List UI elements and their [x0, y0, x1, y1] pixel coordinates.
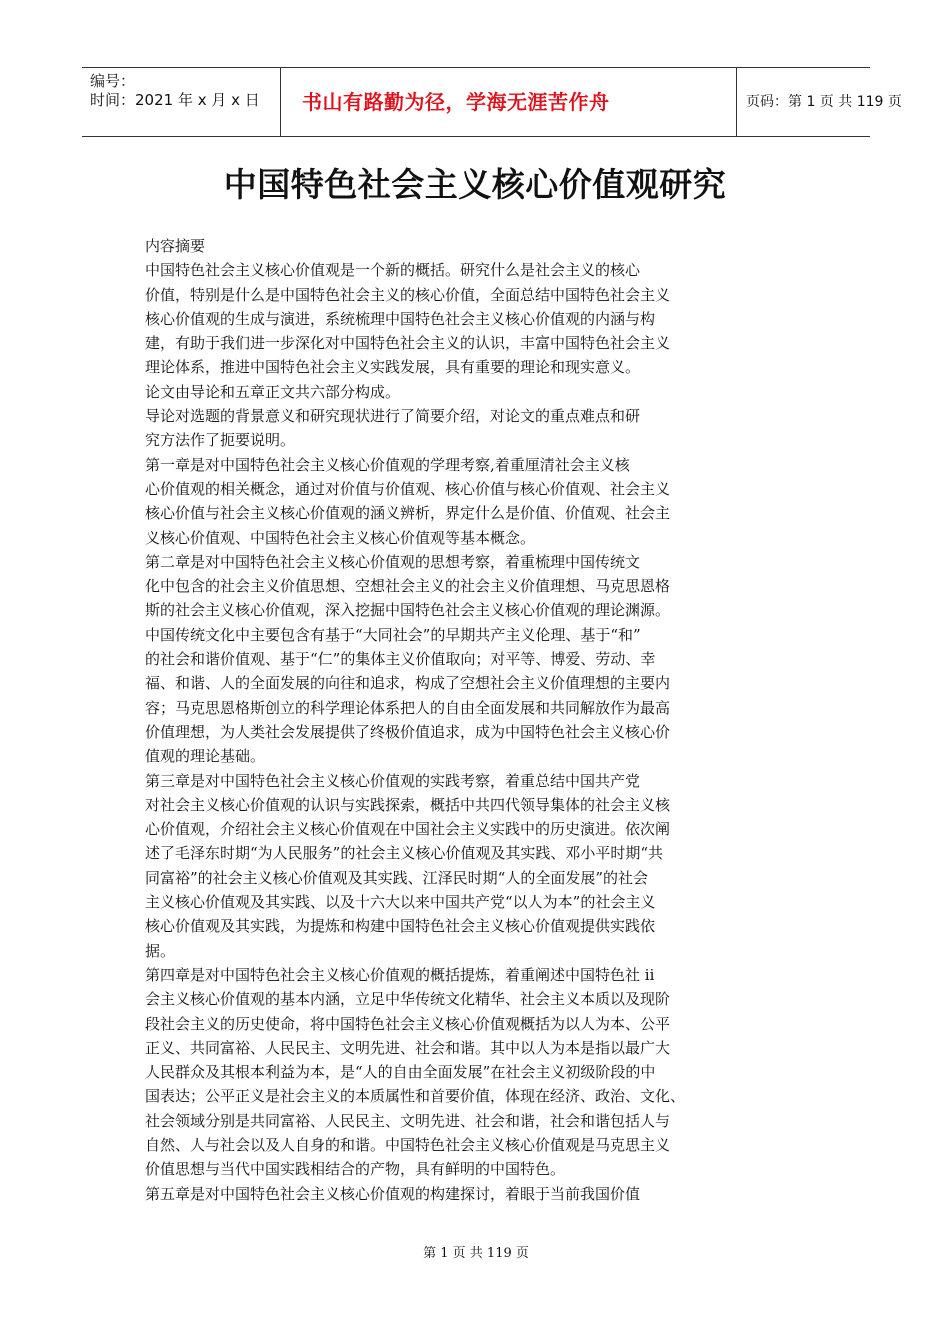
body-text-line: 中国传统文化中主要包含有基于“大同社会”的早期共产主义伦理、基于“和”	[145, 625, 641, 644]
body-text-line: 第四章是对中国特色社会主义核心价值观的概括提炼，着重阐述中国特色社 ii	[145, 965, 655, 984]
body-text-line: 第三章是对中国特色社会主义核心价值观的实践考察，着重总结中国共产党	[145, 771, 641, 790]
body-text-line: 论文由导论和五章正文共六部分构成。	[145, 382, 401, 401]
body-text-line: 社会领域分别是共同富裕、人民民主、文明先进、社会和谐，社会和谐包括人与	[145, 1111, 671, 1130]
body-text-line: 段社会主义的历史使命，将中国特色社会主义核心价值观概括为以人为本、公平	[145, 1014, 671, 1033]
body-text-line: 会主义核心价值观的基本内涵，立足中华传统文化精华、社会主义本质以及现阶	[145, 990, 671, 1009]
footer-page-number: 第 1 页 共 119 页	[423, 1246, 529, 1261]
body-text-line: 心价值观的相关概念，通过对价值与价值观、核心价值与核心价值观、社会主义	[145, 479, 671, 498]
body-text-line: 主义核心价值观及其实践、以及十六大以来中国共产党“以人为本”的社会主义	[145, 893, 656, 912]
header-page-cell	[736, 68, 902, 136]
body-text-line: 对社会主义核心价值观的认识与实践探索，概括中共四代领导集体的社会主义核	[145, 795, 671, 814]
document-number-label: 编号：	[90, 72, 136, 90]
body-text-line: 价值，特别是什么是中国特色社会主义的核心价值，全面总结中国特色社会主义	[145, 285, 671, 304]
body-text-line: 正义、共同富裕、人民民主、文明先进、社会和谐。其中以人为本是指以最广大	[145, 1038, 671, 1057]
body-text-line: 自然、人与社会以及人自身的和谐。中国特色社会主义核心价值观是马克思主义	[145, 1135, 671, 1154]
body-text-line: 容；马克思恩格斯创立的科学理论体系把人的自由全面发展和共同解放作为最高	[145, 698, 671, 717]
body-text-line: 第五章是对中国特色社会主义核心价值观的构建探讨，着眼于当前我国价值	[145, 1184, 641, 1203]
body-text-line: 导论对选题的背景意义和研究现状进行了简要介绍，对论文的重点难点和研	[145, 407, 641, 426]
body-text-line: 核心价值观及其实践，为提炼和构建中国特色社会主义核心价值观提供实践依	[145, 917, 656, 936]
body-text-line: 同富裕”的社会主义核心价值观及其实践、江泽民时期“人的全面发展”的社会	[145, 868, 649, 887]
body-text-line: 价值思想与当代中国实践相结合的产物，具有鲜明的中国特色。	[145, 1160, 566, 1179]
body-text-line: 第二章是对中国特色社会主义核心价值观的思想考察，着重梳理中国传统文	[145, 552, 641, 571]
body-text-line: 中国特色社会主义核心价值观是一个新的概括。研究什么是社会主义的核心	[145, 261, 641, 280]
header-left-cell	[82, 68, 281, 136]
body-text-line: 价值理想，为人类社会发展提供了终极价值追求，成为中国特色社会主义核心价	[145, 722, 671, 741]
body-text-line: 心价值观，介绍社会主义核心价值观在中国社会主义实践中的历史演进。依次阐	[145, 820, 671, 839]
body-text-line: 化中包含的社会主义价值思想、空想社会主义的社会主义价值理想、马克思恩格	[145, 577, 671, 596]
page-footer	[0, 1244, 950, 1264]
document-title: 中国特色社会主义核心价值观研究	[223, 165, 727, 204]
header-motto: 书山有路勤为径，学海无涯苦作舟	[302, 90, 610, 114]
document-body	[145, 234, 785, 1206]
header-motto-cell	[280, 68, 737, 136]
body-text-line: 核心价值与社会主义核心价值观的涵义辨析，界定什么是价值、价值观、社会主	[145, 504, 671, 523]
header-page-info: 页码：第 1 页 共 119 页	[746, 94, 902, 110]
body-text-line: 人民群众及其根本利益为本，是“人的自由全面发展”在社会主义初级阶段的中	[145, 1063, 656, 1082]
body-text-line: 建，有助于我们进一步深化对中国特色社会主义的认识，丰富中国特色社会主义	[145, 334, 671, 353]
body-text-line: 第一章是对中国特色社会主义核心价值观的学理考察,着重厘清社会主义核	[145, 455, 630, 474]
body-text-line: 福、和谐、人的全面发展的向往和追求，构成了空想社会主义价值理想的主要内	[145, 674, 671, 693]
body-text-line: 究方法作了扼要说明。	[145, 431, 296, 450]
body-text-line: 的社会和谐价值观、基于“仁”的集体主义价值取向；对平等、博爱、劳动、幸	[145, 650, 656, 669]
body-text-line: 述了毛泽东时期“为人民服务”的社会主义核心价值观及其实践、邓小平时期“共	[145, 844, 664, 863]
body-text-line: 据。	[145, 941, 176, 960]
page-header	[82, 67, 902, 137]
body-text-line: 国表达；公平正义是社会主义的本质属性和首要价值，体现在经济、政治、文化、	[145, 1087, 686, 1106]
body-text-line: 义核心价值观、中国特色社会主义核心价值观等基本概念。	[145, 528, 536, 547]
body-text-line: 核心价值观的生成与演进，系统梳理中国特色社会主义核心价值观的内涵与构	[145, 309, 656, 328]
document-date-label: 时间：2021 年 x 月 x 日	[90, 91, 260, 109]
body-text-line: 斯的社会主义核心价值观，深入挖掘中国特色社会主义核心价值观的理论渊源。	[145, 601, 671, 620]
body-text-line: 理论体系，推进中国特色社会主义实践发展，具有重要的理论和现实意义。	[145, 358, 641, 377]
body-text-line: 内容摘要	[145, 237, 206, 255]
body-text-line: 值观的理论基础。	[145, 747, 266, 766]
